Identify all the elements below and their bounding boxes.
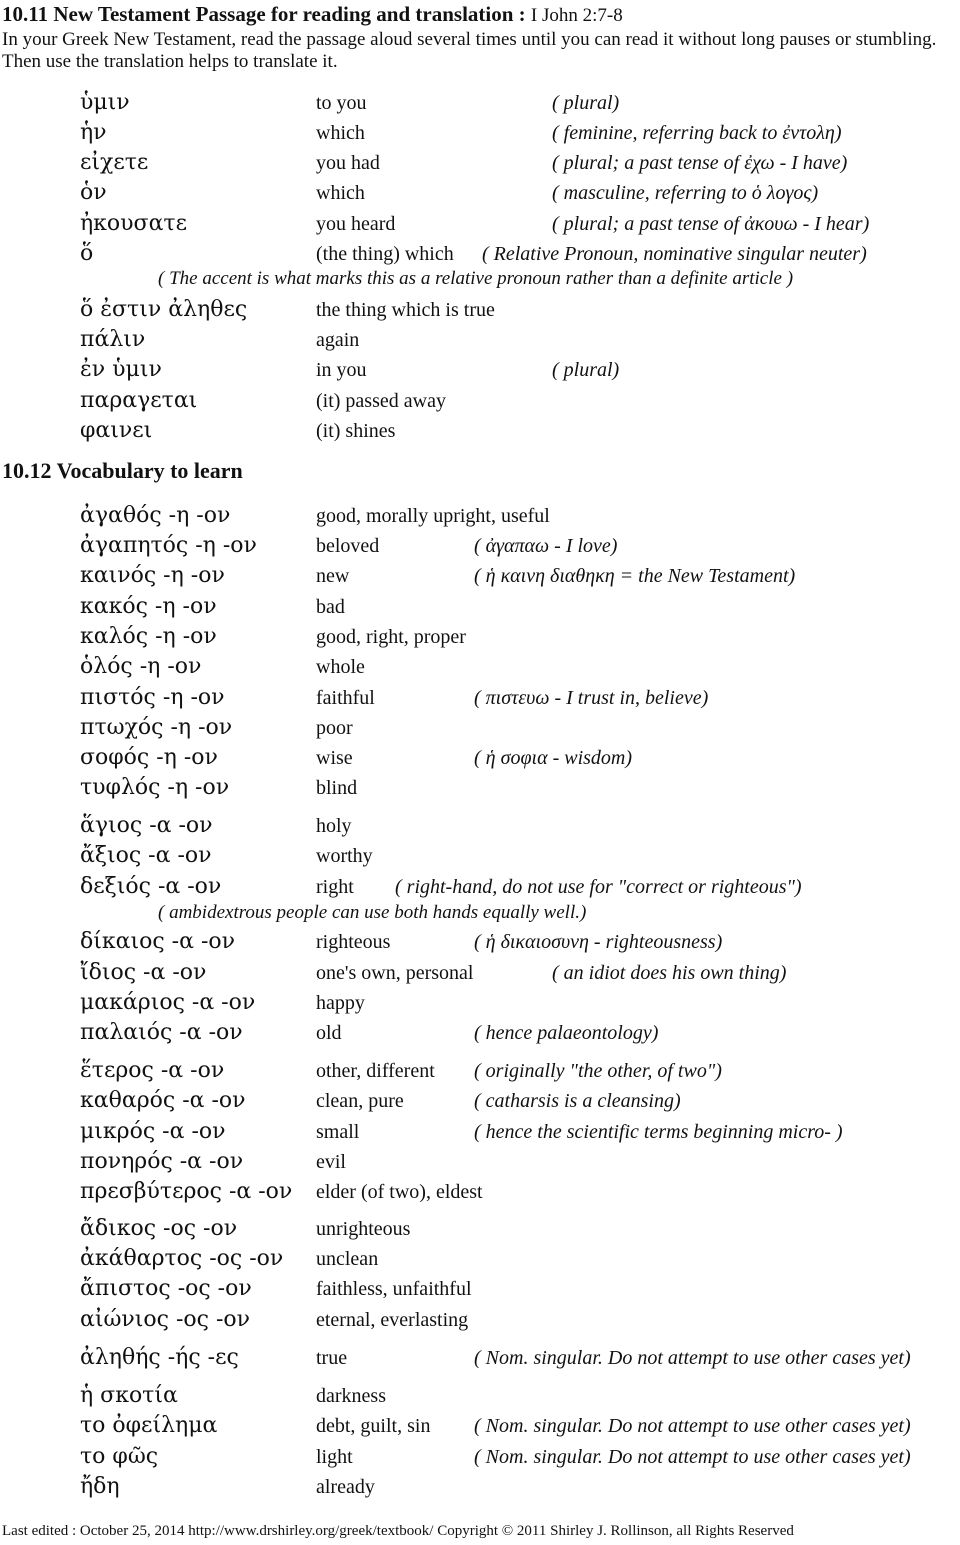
vocab-greek-word: αἰώνιος -ος -ον bbox=[80, 1307, 251, 1332]
passage-english-gloss: again bbox=[316, 329, 360, 351]
passage-greek-word: ὑμιν bbox=[80, 90, 130, 115]
vocab-english-gloss: clean, pure bbox=[316, 1090, 404, 1112]
passage-row bbox=[0, 90, 960, 120]
vocab-greek-word: καινός -η -ον bbox=[80, 563, 225, 588]
vocab-note: ( right-hand, do not use for "correct or righteous") bbox=[395, 876, 802, 898]
vocab-english-gloss: right bbox=[316, 876, 354, 898]
vocab-english-gloss: bad bbox=[316, 596, 345, 618]
passage-greek-word: ἐν ὑμιν bbox=[80, 357, 162, 382]
passage-row bbox=[0, 357, 960, 387]
vocab-english-gloss: small bbox=[316, 1121, 360, 1143]
vocab-greek-word: παλαιός -α -ον bbox=[80, 1020, 243, 1045]
passage-row bbox=[0, 241, 960, 271]
passage-english-gloss: which bbox=[316, 122, 365, 144]
passage-row bbox=[0, 180, 960, 210]
passage-greek-word: ὅ bbox=[80, 241, 94, 266]
passage-row bbox=[0, 418, 960, 448]
passage-greek-word: εἰχετε bbox=[80, 150, 149, 175]
vocab-english-gloss: righteous bbox=[316, 931, 391, 953]
vocab-english-gloss: unclean bbox=[316, 1248, 379, 1270]
vocab-greek-word: ἴδιος -α -ον bbox=[80, 960, 207, 985]
vocab-greek-word: ἄξιος -α -ον bbox=[80, 843, 212, 868]
passage-english-gloss: the thing which is true bbox=[316, 299, 495, 321]
vocab-row bbox=[0, 685, 960, 715]
passage-row bbox=[0, 150, 960, 180]
vocab-english-gloss: darkness bbox=[316, 1385, 386, 1407]
vocab-english-gloss: worthy bbox=[316, 845, 373, 867]
vocab-row bbox=[0, 775, 960, 805]
vocab-english-gloss: good, morally upright, useful bbox=[316, 505, 550, 527]
vocab-greek-word: ἀγαπητός -η -ον bbox=[80, 533, 257, 558]
vocab-english-gloss: unrighteous bbox=[316, 1218, 411, 1240]
vocab-english-gloss: whole bbox=[316, 656, 365, 678]
vocab-english-gloss: eternal, everlasting bbox=[316, 1309, 469, 1331]
passage-greek-word: ὅ ἐστιν ἀληθες bbox=[80, 297, 248, 322]
vocab-english-gloss: wise bbox=[316, 747, 353, 769]
vocab-row bbox=[0, 1216, 960, 1246]
vocab-row bbox=[0, 654, 960, 684]
vocab-greek-word: ἡ σκοτία bbox=[80, 1383, 178, 1408]
vocab-row bbox=[0, 563, 960, 593]
vocab-english-gloss: faithless, unfaithful bbox=[316, 1278, 472, 1300]
passage-note: ( plural; a past tense of ἀκουω - I hear) bbox=[552, 213, 870, 235]
vocab-english-gloss: holy bbox=[316, 815, 352, 837]
vocab-greek-word: ἀγαθός -η -ον bbox=[80, 503, 231, 528]
vocab-greek-word: ἀκάθαρτος -ος -ον bbox=[80, 1246, 284, 1271]
vocab-english-gloss: elder (of two), eldest bbox=[316, 1181, 483, 1203]
vocab-row bbox=[0, 1149, 960, 1179]
vocab-greek-word: ἤδη bbox=[80, 1474, 120, 1499]
passage-english-gloss: (it) shines bbox=[316, 420, 396, 442]
passage-note: ( Relative Pronoun, nominative singular neuter) bbox=[482, 243, 867, 265]
vocab-english-gloss: debt, guilt, sin bbox=[316, 1415, 431, 1437]
vocab-greek-word: ἄδικος -ος -ον bbox=[80, 1216, 238, 1241]
vocab-row bbox=[0, 1179, 960, 1209]
section-heading-passage bbox=[2, 2, 623, 27]
vocab-note: ( hence the scientific terms beginning micro- ) bbox=[474, 1121, 843, 1143]
vocab-note: ( Nom. singular. Do not attempt to use other cases yet) bbox=[474, 1347, 911, 1369]
vocab-english-gloss: old bbox=[316, 1022, 342, 1044]
vocab-greek-word: το ὀφείλημα bbox=[80, 1413, 218, 1438]
vocab-note: ( ἡ σοφια - wisdom) bbox=[474, 747, 633, 769]
vocab-row bbox=[0, 594, 960, 624]
vocab-english-gloss: beloved bbox=[316, 535, 380, 557]
vocab-row bbox=[0, 1119, 960, 1149]
vocab-greek-word: ἕτερος -α -ον bbox=[80, 1058, 225, 1083]
vocab-english-gloss: good, right, proper bbox=[316, 626, 466, 648]
vocab-row bbox=[0, 1020, 960, 1050]
passage-row bbox=[0, 327, 960, 357]
vocab-english-gloss: true bbox=[316, 1347, 348, 1369]
vocab-greek-word: ὁλός -η -ον bbox=[80, 654, 202, 679]
passage-row bbox=[0, 120, 960, 150]
vocab-note: ( Nom. singular. Do not attempt to use other cases yet) bbox=[474, 1446, 911, 1468]
vocab-row bbox=[0, 929, 960, 959]
passage-note: ( masculine, referring to ὁ λογος) bbox=[552, 182, 819, 204]
passage-english-gloss: you had bbox=[316, 152, 380, 174]
passage-row bbox=[0, 388, 960, 418]
vocab-english-gloss: poor bbox=[316, 717, 353, 739]
passage-english-gloss: in you bbox=[316, 359, 367, 381]
vocab-greek-word: καλός -η -ον bbox=[80, 624, 217, 649]
section-heading-vocabulary: 10.12 Vocabulary to learn bbox=[2, 458, 243, 483]
vocab-greek-word: το φῶς bbox=[80, 1444, 159, 1469]
vocab-english-gloss: other, different bbox=[316, 1060, 435, 1082]
vocab-greek-word: μακάριος -α -ον bbox=[80, 990, 256, 1015]
vocab-english-gloss: evil bbox=[316, 1151, 346, 1173]
vocab-row bbox=[0, 1444, 960, 1474]
passage-english-gloss: you heard bbox=[316, 213, 396, 235]
vocab-row bbox=[0, 715, 960, 745]
vocab-note: ( Nom. singular. Do not attempt to use other cases yet) bbox=[474, 1415, 911, 1437]
accent-note: ( The accent is what marks this as a relative pronoun rather than a definite article ) bbox=[158, 268, 794, 289]
passage-reference: I John 2:7-8 bbox=[530, 5, 623, 26]
vocab-note: ( ἡ καινη διαθηκη = the New Testament) bbox=[474, 565, 796, 587]
vocab-english-gloss: happy bbox=[316, 992, 365, 1014]
vocab-greek-word: σοφός -η -ον bbox=[80, 745, 218, 770]
vocab-english-gloss: light bbox=[316, 1446, 353, 1468]
vocab-row bbox=[0, 990, 960, 1020]
passage-note: ( plural; a past tense of ἐχω - I have) bbox=[552, 152, 848, 174]
vocab-english-gloss: faithful bbox=[316, 687, 375, 709]
vocab-row bbox=[0, 874, 960, 904]
vocab-greek-word: δίκαιος -α -ον bbox=[80, 929, 235, 954]
vocab-greek-word: καθαρός -α -ον bbox=[80, 1088, 246, 1113]
vocab-greek-word: μικρός -α -ον bbox=[80, 1119, 226, 1144]
page-footer: Last edited : October 25, 2014 http://www.drshirley.org/greek/textbook/ Copyright © 2011 Shirley J. Rollinson, all Rights Reserved bbox=[2, 1523, 794, 1539]
passage-greek-word: ἠκουσατε bbox=[80, 211, 187, 236]
passage-row bbox=[0, 211, 960, 241]
vocab-row bbox=[0, 843, 960, 873]
vocab-greek-word: δεξιός -α -ον bbox=[80, 874, 222, 899]
vocab-greek-word: τυφλός -η -ον bbox=[80, 775, 230, 800]
vocab-greek-word: πιστός -η -ον bbox=[80, 685, 225, 710]
vocab-row bbox=[0, 1383, 960, 1413]
vocab-row bbox=[0, 1276, 960, 1306]
vocab-row bbox=[0, 1058, 960, 1088]
vocab-note: ( hence palaeontology) bbox=[474, 1022, 659, 1044]
passage-english-gloss: (it) passed away bbox=[316, 390, 446, 412]
vocab-row bbox=[0, 503, 960, 533]
passage-note: ( plural) bbox=[552, 92, 620, 114]
vocab-note: ( originally "the other, of two") bbox=[474, 1060, 722, 1082]
vocab-row bbox=[0, 745, 960, 775]
vocab-english-gloss: one's own, personal bbox=[316, 962, 474, 984]
vocab-greek-word: ἅγιος -α -ον bbox=[80, 813, 213, 838]
vocab-greek-word: κακός -η -ον bbox=[80, 594, 217, 619]
vocab-greek-word: πρεσβύτερος -α -ον bbox=[80, 1179, 293, 1204]
vocab-greek-word: πτωχός -η -ον bbox=[80, 715, 233, 740]
vocab-row bbox=[0, 1474, 960, 1504]
vocab-row bbox=[0, 1345, 960, 1375]
vocab-english-gloss: blind bbox=[316, 777, 358, 799]
vocab-note: ( catharsis is a cleansing) bbox=[474, 1090, 681, 1112]
passage-heading-title: 10.11 New Testament Passage for reading and translation : bbox=[2, 2, 526, 26]
vocab-greek-word: πονηρός -α -ον bbox=[80, 1149, 244, 1174]
vocab-note: ( ἡ δικαιοσυνη - righteousness) bbox=[474, 931, 723, 953]
passage-greek-word: ἡν bbox=[80, 120, 107, 145]
vocab-greek-word: ἀληθής -ής -ες bbox=[80, 1345, 239, 1370]
passage-greek-word: πάλιν bbox=[80, 327, 146, 352]
vocab-note: ( πιστευω - I trust in, believe) bbox=[474, 687, 709, 709]
passage-note: ( plural) bbox=[552, 359, 620, 381]
passage-greek-word: φαινει bbox=[80, 418, 153, 443]
passage-english-gloss: to you bbox=[316, 92, 367, 114]
vocab-english-gloss: already bbox=[316, 1476, 375, 1498]
vocab-english-gloss: new bbox=[316, 565, 350, 587]
vocab-row bbox=[0, 960, 960, 990]
passage-greek-word: παραγεται bbox=[80, 388, 198, 413]
passage-english-gloss: (the thing) which bbox=[316, 243, 454, 265]
vocab-note: ( an idiot does his own thing) bbox=[552, 962, 787, 984]
vocab-note: ( ἀγαπαω - I love) bbox=[474, 535, 618, 557]
vocab-row bbox=[0, 1413, 960, 1443]
vocab-row bbox=[0, 1246, 960, 1276]
passage-english-gloss: which bbox=[316, 182, 365, 204]
vocab-greek-word: ἄπιστος -ος -ον bbox=[80, 1276, 252, 1301]
passage-row bbox=[0, 297, 960, 327]
vocab-row bbox=[0, 813, 960, 843]
vocab-row bbox=[0, 1307, 960, 1337]
passage-instructions: In your Greek New Testament, read the passage aloud several times until you can read it without long pauses or stumbling. Then use the translation helps to translate it. bbox=[2, 29, 937, 72]
passage-greek-word: ὁν bbox=[80, 180, 107, 205]
vocab-row bbox=[0, 1088, 960, 1118]
vocab-row bbox=[0, 624, 960, 654]
ambidextrous-note: ( ambidextrous people can use both hands equally well.) bbox=[158, 902, 587, 923]
passage-note: ( feminine, referring back to ἐντολη) bbox=[552, 122, 842, 144]
vocab-row bbox=[0, 533, 960, 563]
